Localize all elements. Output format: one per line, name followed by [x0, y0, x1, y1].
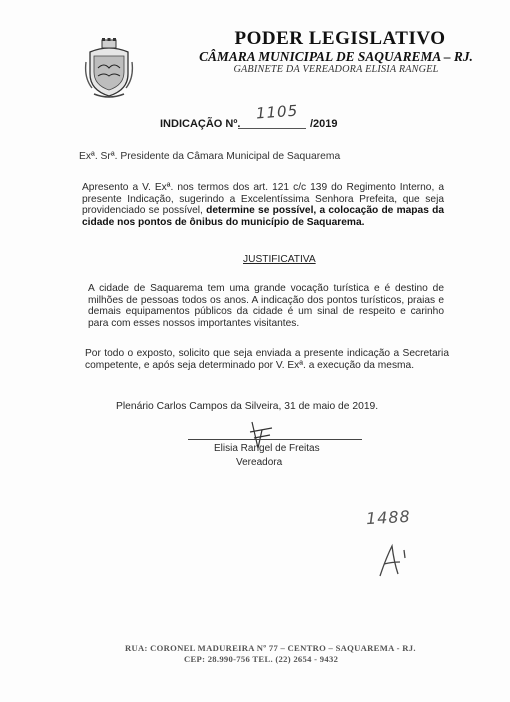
footer-contact: CEP: 28.990-756 TEL. (22) 2654 - 9432: [184, 654, 339, 664]
signature-line: [188, 439, 362, 440]
header-office: GABINETE DA VEREADORA ELISIA RANGEL: [233, 64, 439, 75]
indicacao-number-line: [238, 128, 306, 129]
paragraph-request: [82, 182, 444, 228]
header-subtitle: CÂMARA MUNICIPAL DE SAQUAREMA – RJ.: [199, 49, 473, 64]
indicacao-number: 1105: [255, 101, 299, 123]
footer-address: RUA: CORONEL MADUREIRA Nº 77 – CENTRO – SAQUAREMA - RJ.: [125, 643, 416, 653]
place-date: Plenário Carlos Campos da Silveira, 31 de maio de 2019.: [116, 401, 379, 412]
justificativa-heading: JUSTIFICATIVA: [243, 254, 316, 265]
handwritten-page-number: 1488: [365, 506, 412, 529]
paragraph-justification: A cidade de Saquarema tem uma grande vocação turística e é destino de milhões de pessoas todos os anos. A indicação dos pontos turísticos, praias e demais equipamentos públicos da cidade é um sinal de respeito e carinho para com esses nossos importantes visitantes.: [88, 283, 444, 329]
handwritten-initials: [376, 540, 416, 580]
paragraph-request-bold: determine se possível, a colocação de mapas da cidade nos pontos de ônibus do município de Saquarema.: [82, 205, 444, 228]
salutation: Exª. Srª. Presidente da Câmara Municipal de Saquarema: [79, 151, 341, 162]
signer-name: Elisia Rangel de Freitas: [214, 443, 320, 454]
coat-of-arms-icon: [84, 38, 134, 100]
paragraph-conclusion: Por todo o exposto, solicito que seja enviada a presente indicação a Secretaria competente, e após seja determinado por V. Exª. a execução da mesma.: [85, 348, 449, 371]
indicacao-year: /2019: [310, 118, 338, 130]
paragraph-request-text: Apresento a V. Exª. nos termos dos art. 121 c/c 139 do Regimento Interno, a presente Indicação, sugerindo a Excelentíssima Senhora Prefeita, que seja providenciado se possível,: [82, 182, 444, 216]
header-title: PODER LEGISLATIVO: [234, 28, 446, 49]
signer-role: Vereadora: [236, 457, 283, 468]
indicacao-label: INDICAÇÃO Nº.: [160, 118, 241, 130]
